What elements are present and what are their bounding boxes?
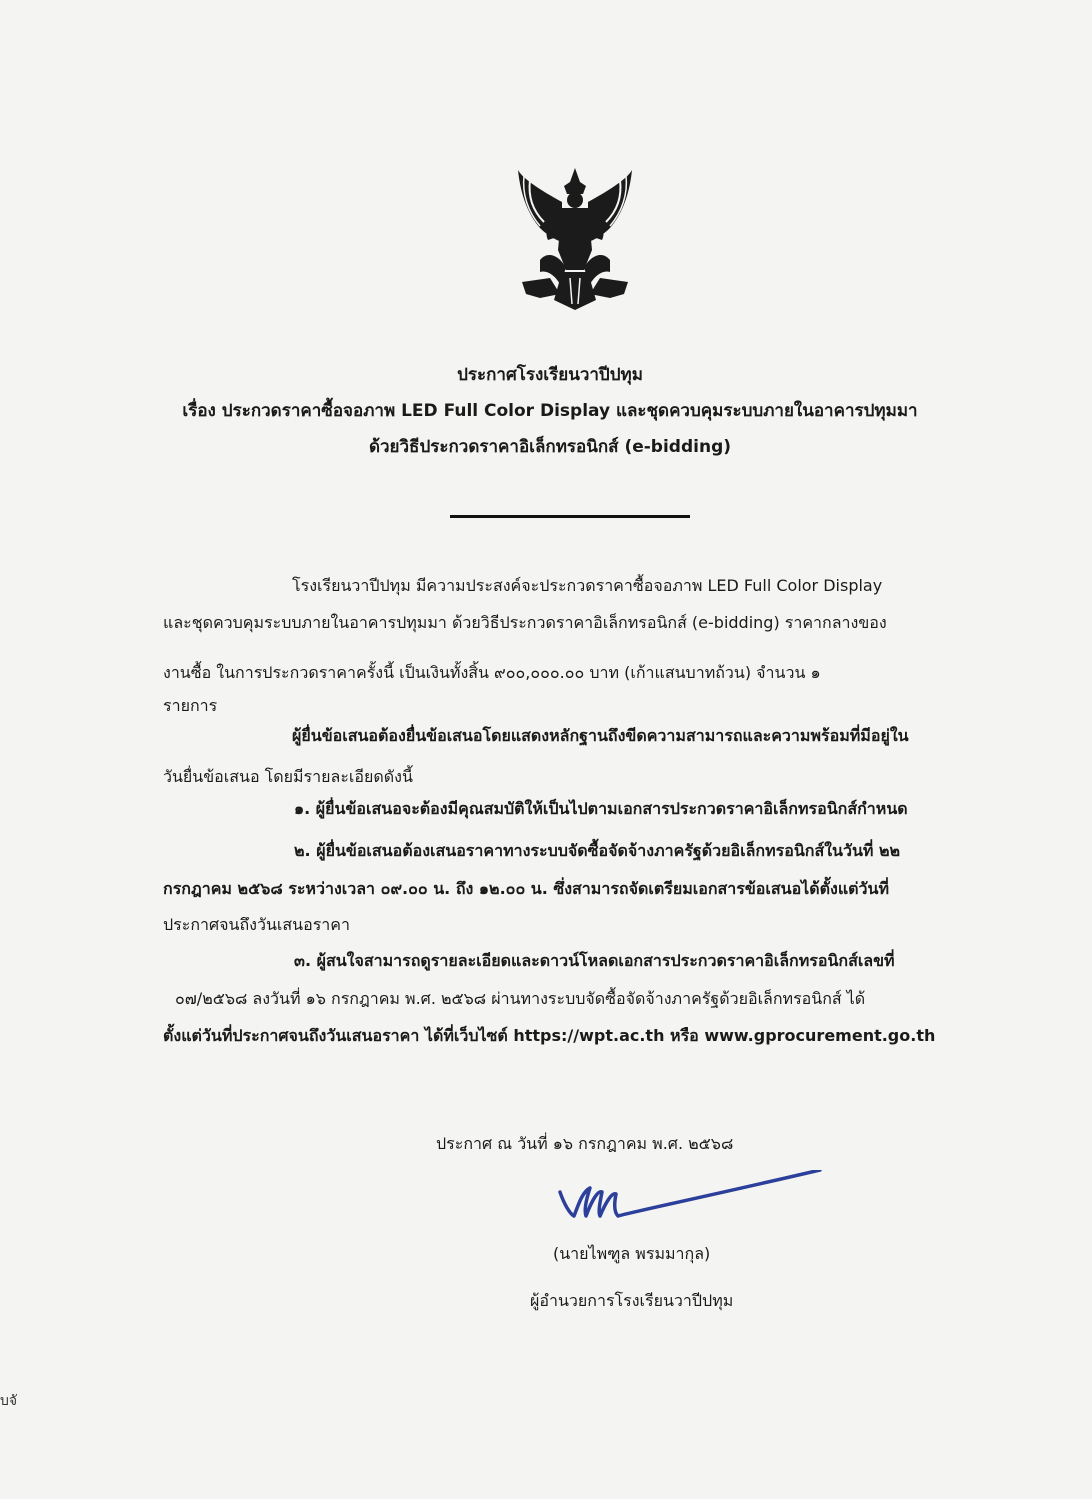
item-2-line-3: ประกาศจนถึงวันเสนอราคา [163, 915, 350, 934]
paragraph-1-line-4: รายการ [163, 696, 218, 715]
item-2-line-2: กรกฎาคม ๒๕๖๘ ระหว่างเวลา ๐๙.๐๐ น. ถึง ๑๒.๐๐ น. ซึ่งสามารถจัดเตรียมเอกสารข้อเสนอได้ตั้งแต่วันที่ [163, 879, 889, 898]
item-2-line-1: ๒. ผู้ยื่นข้อเสนอต้องเสนอราคาทางระบบจัดซื้อจัดจ้างภาครัฐด้วยอิเล็กทรอนิกส์ในวันที่ ๒๒ [294, 841, 901, 860]
title-divider [450, 515, 690, 518]
paragraph-1-line-3: งานซื้อ ในการประกวดราคาครั้งนี้ เป็นเงินทั้งสิ้น ๙๐๐,๐๐๐.๐๐ บาท (เก้าแสนบาทถ้วน) จำนวน ๑ [163, 663, 821, 682]
item-3-line-1: ๓. ผู้สนใจสามารถดูรายละเอียดและดาวน์โหลดเอกสารประกวดราคาอิเล็กทรอนิกส์เลขที่ [294, 951, 895, 970]
signer-position: ผู้อำนวยการโรงเรียนวาปีปทุม [530, 1291, 734, 1310]
item-3-line-3: ตั้งแต่วันที่ประกาศจนถึงวันเสนอราคา ได้ที่เว็บไซต์ https://wpt.ac.th หรือ www.gprocurement.go.th [163, 1026, 936, 1045]
item-1: ๑. ผู้ยื่นข้อเสนอจะต้องมีคุณสมบัติให้เป็นไปตามเอกสารประกวดราคาอิเล็กทรอนิกส์กำหนด [294, 799, 908, 818]
paragraph-1-line-1: โรงเรียนวาปีปทุม มีความประสงค์จะประกวดราคาซื้อจอภาพ LED Full Color Display [292, 576, 883, 595]
announcement-title: ประกาศโรงเรียนวาปีปทุม [457, 365, 643, 385]
signature-icon [540, 1170, 830, 1230]
signer-name: (นายไพฑูล พรมมากุล) [553, 1244, 711, 1263]
paragraph-2-line-1: ผู้ยื่นข้อเสนอต้องยื่นข้อเสนอโดยแสดงหลักฐานถึงขีดความสามารถและความพร้อมที่มีอยู่ใน [292, 726, 909, 745]
margin-note: บจั [0, 1393, 18, 1409]
paragraph-2-line-2: วันยื่นข้อเสนอ โดยมีรายละเอียดดังนี้ [163, 767, 413, 786]
garuda-emblem-icon [500, 160, 650, 320]
paragraph-1-line-2: และชุดควบคุมระบบภายในอาคารปทุมมา ด้วยวิธีประกวดราคาอิเล็กทรอนิกส์ (e-bidding) ราคากลางของ [163, 613, 887, 632]
item-3-line-2: ๐๗/๒๕๖๘ ลงวันที่ ๑๖ กรกฎาคม พ.ศ. ๒๕๖๘ ผ่านทางระบบจัดซื้อจัดจ้างภาครัฐด้วยอิเล็กทรอนิกส์ ได้ [175, 989, 866, 1008]
announcement-date: ประกาศ ณ วันที่ ๑๖ กรกฎาคม พ.ศ. ๒๕๖๘ [436, 1134, 734, 1153]
announcement-subject: เรื่อง ประกวดราคาซื้อจอภาพ LED Full Color Display และชุดควบคุมระบบภายในอาคารปทุมมา [182, 401, 918, 421]
announcement-method: ด้วยวิธีประกวดราคาอิเล็กทรอนิกส์ (e-bidding) [368, 437, 732, 457]
